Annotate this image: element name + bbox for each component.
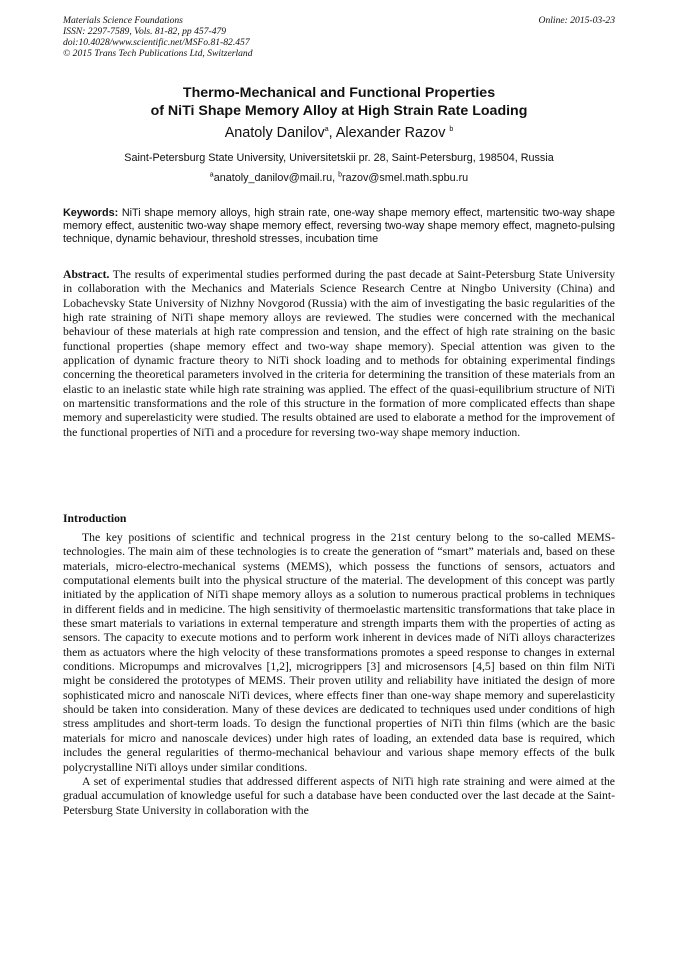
journal-issn: ISSN: 2297-7589, Vols. 81-82, pp 457-479 — [63, 26, 227, 37]
introduction-heading: Introduction — [63, 512, 127, 525]
email-a-sup: a — [209, 171, 214, 179]
keywords-text: NiTi shape memory alloys, high strain rate, one-way shape memory effect, martensitic two-way shape memory effect, austenitic two-way shape memory effect, reversing two-way shape memory effect, magneto-pulsing technique, dynamic behaviour, threshold stresses, incubation time — [63, 207, 615, 246]
paper-title — [63, 84, 615, 120]
author-1: Anatoly Danilov — [224, 125, 325, 141]
author-1-sup: a — [324, 126, 329, 134]
abstract-label: Abstract. — [63, 268, 110, 281]
author-2-sup: b — [449, 126, 454, 134]
author-emails — [63, 171, 615, 185]
affiliation: Saint-Petersburg State University, Universitetskii pr. 28, Saint-Petersburg, 198504, Russia — [124, 152, 554, 164]
title-line-1: Thermo-Mechanical and Functional Properties — [182, 85, 496, 101]
abstract — [63, 268, 615, 440]
journal-copyright: © 2015 Trans Tech Publications Ltd, Switzerland — [63, 48, 253, 59]
keywords — [63, 207, 615, 247]
journal-header — [63, 15, 615, 59]
introduction-body — [63, 531, 615, 818]
email-b-sup: b — [338, 171, 343, 179]
abstract-text: The results of experimental studies performed during the past decade at Saint-Petersburg State University in collaboration with the Mechanics and Materials Science Research Centre at Ningbo University (China) and Lobachevsky State University of Nizhny Novgorod (Russia) with the aim of investigating the basic regularities of the high rate straining of NiTi shape memory alloys are reviewed. The studies were concerned with the mechanical behaviour of these materials at high rate compression and tension, and the effect of high rate straining on the basic functional properties (shape memory effect and two-way shape memory). Special attention was given to the application of dynamic fracture theory to NiTi shock loading and to methods for obtaining experimental findings concerning the theoretical parameters involved in the criteria for determining the transition of these materials from an elastic to an inelastic state while high rate straining was applied. The effect of the quasi-equilibrium structure of NiTi on martensitic transformations and the role of this structure in the formation of more complicated effects than shape memory and superelasticity were studied. The results obtained are used to elaborate a method for the improvement of the functional properties of NiTi and a procedure for reversing two-way shape memory induction. — [63, 268, 615, 439]
introduction-paragraph-1: The key positions of scientific and technical progress in the 21st century belong to the so-called MEMS-technologies. The main aim of these technologies is to create the generation of “smart” materials and, based on these materials, micro-electro-mechanical systems (MEMS), which possess the functions of sensors, actuators and computational elements built into the physical structure of the material. The development of this concept was partly initiated by the application of NiTi shape memory alloys as a solution to numerous practical problems in techniques in different fields and in medicine. The high sensitivity of thermoelastic martensitic transformations that take place in these smart materials to variations in external temperature and strength imparts them with the properties of acting as sensors. The capacity to execute motions and to perform work inherent in devices made of NiTi alloys characterizes them as actuators where the high velocity of these transformations promotes a speed response to changes in external conditions. Micropumps and microvalves [1,2], microgrippers [3] and microsensors [4,5] based on thin film NiTi might be considered the prototypes of MEMS. Their proven utility and reliability have initiated the design of more sophisticated micro and nanoscale NiTi devices, where effects finer than one-way shape memory and superelasticity should be taken into consideration. Many of these devices are dedicated to techniques used under conditions of high stress amplitudes and short-term loads. To design the functional properties of NiTi thin films (which are the basic materials for micro and nanoscale devices) under high rates of loading, an extended data base is required, which includes the general regularities of thermo-mechanical behaviour and various shape memory effects of the bulk polycrystalline NiTi alloys under similar conditions. — [63, 531, 615, 774]
title-line-2: of NiTi Shape Memory Alloy at High Strain Rate Loading — [150, 103, 528, 119]
authors — [63, 124, 615, 142]
journal-doi: doi:10.4028/www.scientific.net/MSFo.81-82.457 — [63, 37, 250, 48]
author-2: Alexander Razov — [335, 125, 446, 141]
author-separator: , — [328, 125, 336, 141]
email-b[interactable]: razov@smel.math.spbu.ru — [342, 172, 469, 184]
introduction-paragraph-2: A set of experimental studies that addressed different aspects of NiTi high rate straining and were aimed at the gradual accumulation of knowledge useful for such a database have been conducted over the last decade at the Saint-Petersburg State University in collaboration with the — [63, 774, 615, 817]
journal-name: Materials Science Foundations — [63, 15, 183, 26]
online-date: Online: 2015-03-23 — [538, 15, 615, 26]
email-a[interactable]: anatoly_danilov@mail.ru, — [213, 172, 339, 184]
keywords-label: Keywords: — [63, 207, 119, 219]
